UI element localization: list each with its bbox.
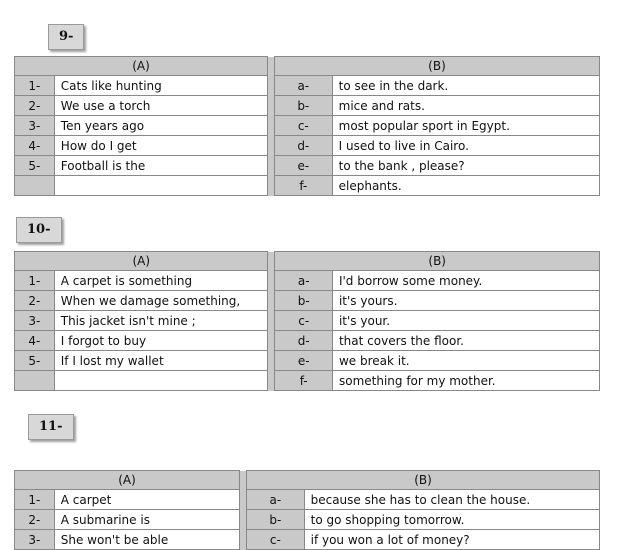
a-text: A submarine is	[54, 510, 239, 530]
a-text: I forgot to buy	[54, 331, 268, 351]
table-row	[15, 490, 600, 510]
b-text: elephants.	[332, 176, 599, 196]
a-text: If I lost my wallet	[54, 351, 268, 371]
column-b-header: (B)	[274, 57, 599, 76]
exercise-number-badge: 10-	[16, 217, 62, 243]
a-number: 3-	[15, 530, 55, 550]
a-text: How do I get	[54, 136, 267, 156]
exercise-number-badge: 11-	[28, 414, 74, 440]
b-text: I'd borrow some money.	[332, 271, 599, 291]
b-letter: c-	[275, 311, 333, 331]
b-text: it's your.	[332, 311, 599, 331]
table-row	[15, 136, 600, 156]
b-text: most popular sport in Egypt.	[332, 116, 599, 136]
matching-table	[14, 56, 600, 196]
table-row	[15, 96, 600, 116]
b-letter: c-	[247, 530, 305, 550]
a-text: She won't be able	[54, 530, 239, 550]
a-text	[54, 176, 267, 196]
table-row	[15, 291, 600, 311]
b-text: I used to live in Cairo.	[332, 136, 599, 156]
a-text: Football is the	[54, 156, 267, 176]
a-number: 1-	[15, 76, 55, 96]
b-text: because she has to clean the house.	[304, 490, 599, 510]
b-letter: f-	[274, 176, 332, 196]
a-text: This jacket isn't mine ;	[54, 311, 268, 331]
a-text: A carpet	[54, 490, 239, 510]
a-text: We use a torch	[54, 96, 267, 116]
table-row	[15, 116, 600, 136]
a-number: 3-	[15, 311, 55, 331]
b-text: if you won a lot of money?	[304, 530, 599, 550]
b-letter: b-	[275, 291, 333, 311]
matching-table	[14, 251, 600, 391]
b-text: to go shopping tomorrow.	[304, 510, 599, 530]
a-number	[15, 176, 55, 196]
table-row	[15, 371, 600, 391]
b-letter: b-	[274, 96, 332, 116]
table-header-row	[15, 471, 600, 490]
b-text: to the bank , please?	[332, 156, 599, 176]
table-row	[15, 271, 600, 291]
column-a-header: (A)	[15, 471, 240, 490]
a-text: When we damage something,	[54, 291, 268, 311]
b-letter: a-	[275, 271, 333, 291]
b-text: to see in the dark.	[332, 76, 599, 96]
b-text: something for my mother.	[332, 371, 599, 391]
table-row	[15, 156, 600, 176]
a-text	[54, 371, 268, 391]
a-number: 1-	[15, 271, 55, 291]
a-number: 5-	[15, 351, 55, 371]
b-letter: c-	[274, 116, 332, 136]
a-number: 2-	[15, 510, 55, 530]
matching-table	[14, 470, 600, 550]
b-letter: a-	[274, 76, 332, 96]
table-row	[15, 176, 600, 196]
b-letter: e-	[274, 156, 332, 176]
b-letter: b-	[247, 510, 305, 530]
a-number: 5-	[15, 156, 55, 176]
table-row	[15, 311, 600, 331]
b-letter: f-	[275, 371, 333, 391]
table-row	[15, 331, 600, 351]
b-text: that covers the floor.	[332, 331, 599, 351]
a-number: 1-	[15, 490, 55, 510]
table-row	[15, 510, 600, 530]
a-number: 4-	[15, 331, 55, 351]
a-number	[15, 371, 55, 391]
b-text: we break it.	[332, 351, 599, 371]
a-text: Ten years ago	[54, 116, 267, 136]
column-b-header: (B)	[275, 252, 600, 271]
b-text: it's yours.	[332, 291, 599, 311]
b-letter: d-	[274, 136, 332, 156]
column-a-header: (A)	[15, 252, 268, 271]
column-a-header: (A)	[15, 57, 268, 76]
a-number: 4-	[15, 136, 55, 156]
b-letter: e-	[275, 351, 333, 371]
table-row	[15, 530, 600, 550]
table-row	[15, 351, 600, 371]
table-header-row	[15, 57, 600, 76]
b-letter: a-	[247, 490, 305, 510]
a-text: Cats like hunting	[54, 76, 267, 96]
b-letter: d-	[275, 331, 333, 351]
a-text: A carpet is something	[54, 271, 268, 291]
a-number: 2-	[15, 96, 55, 116]
table-row	[15, 76, 600, 96]
exercise-number-badge: 9-	[48, 24, 84, 50]
column-b-header: (B)	[247, 471, 600, 490]
b-text: mice and rats.	[332, 96, 599, 116]
table-header-row	[15, 252, 600, 271]
a-number: 2-	[15, 291, 55, 311]
a-number: 3-	[15, 116, 55, 136]
